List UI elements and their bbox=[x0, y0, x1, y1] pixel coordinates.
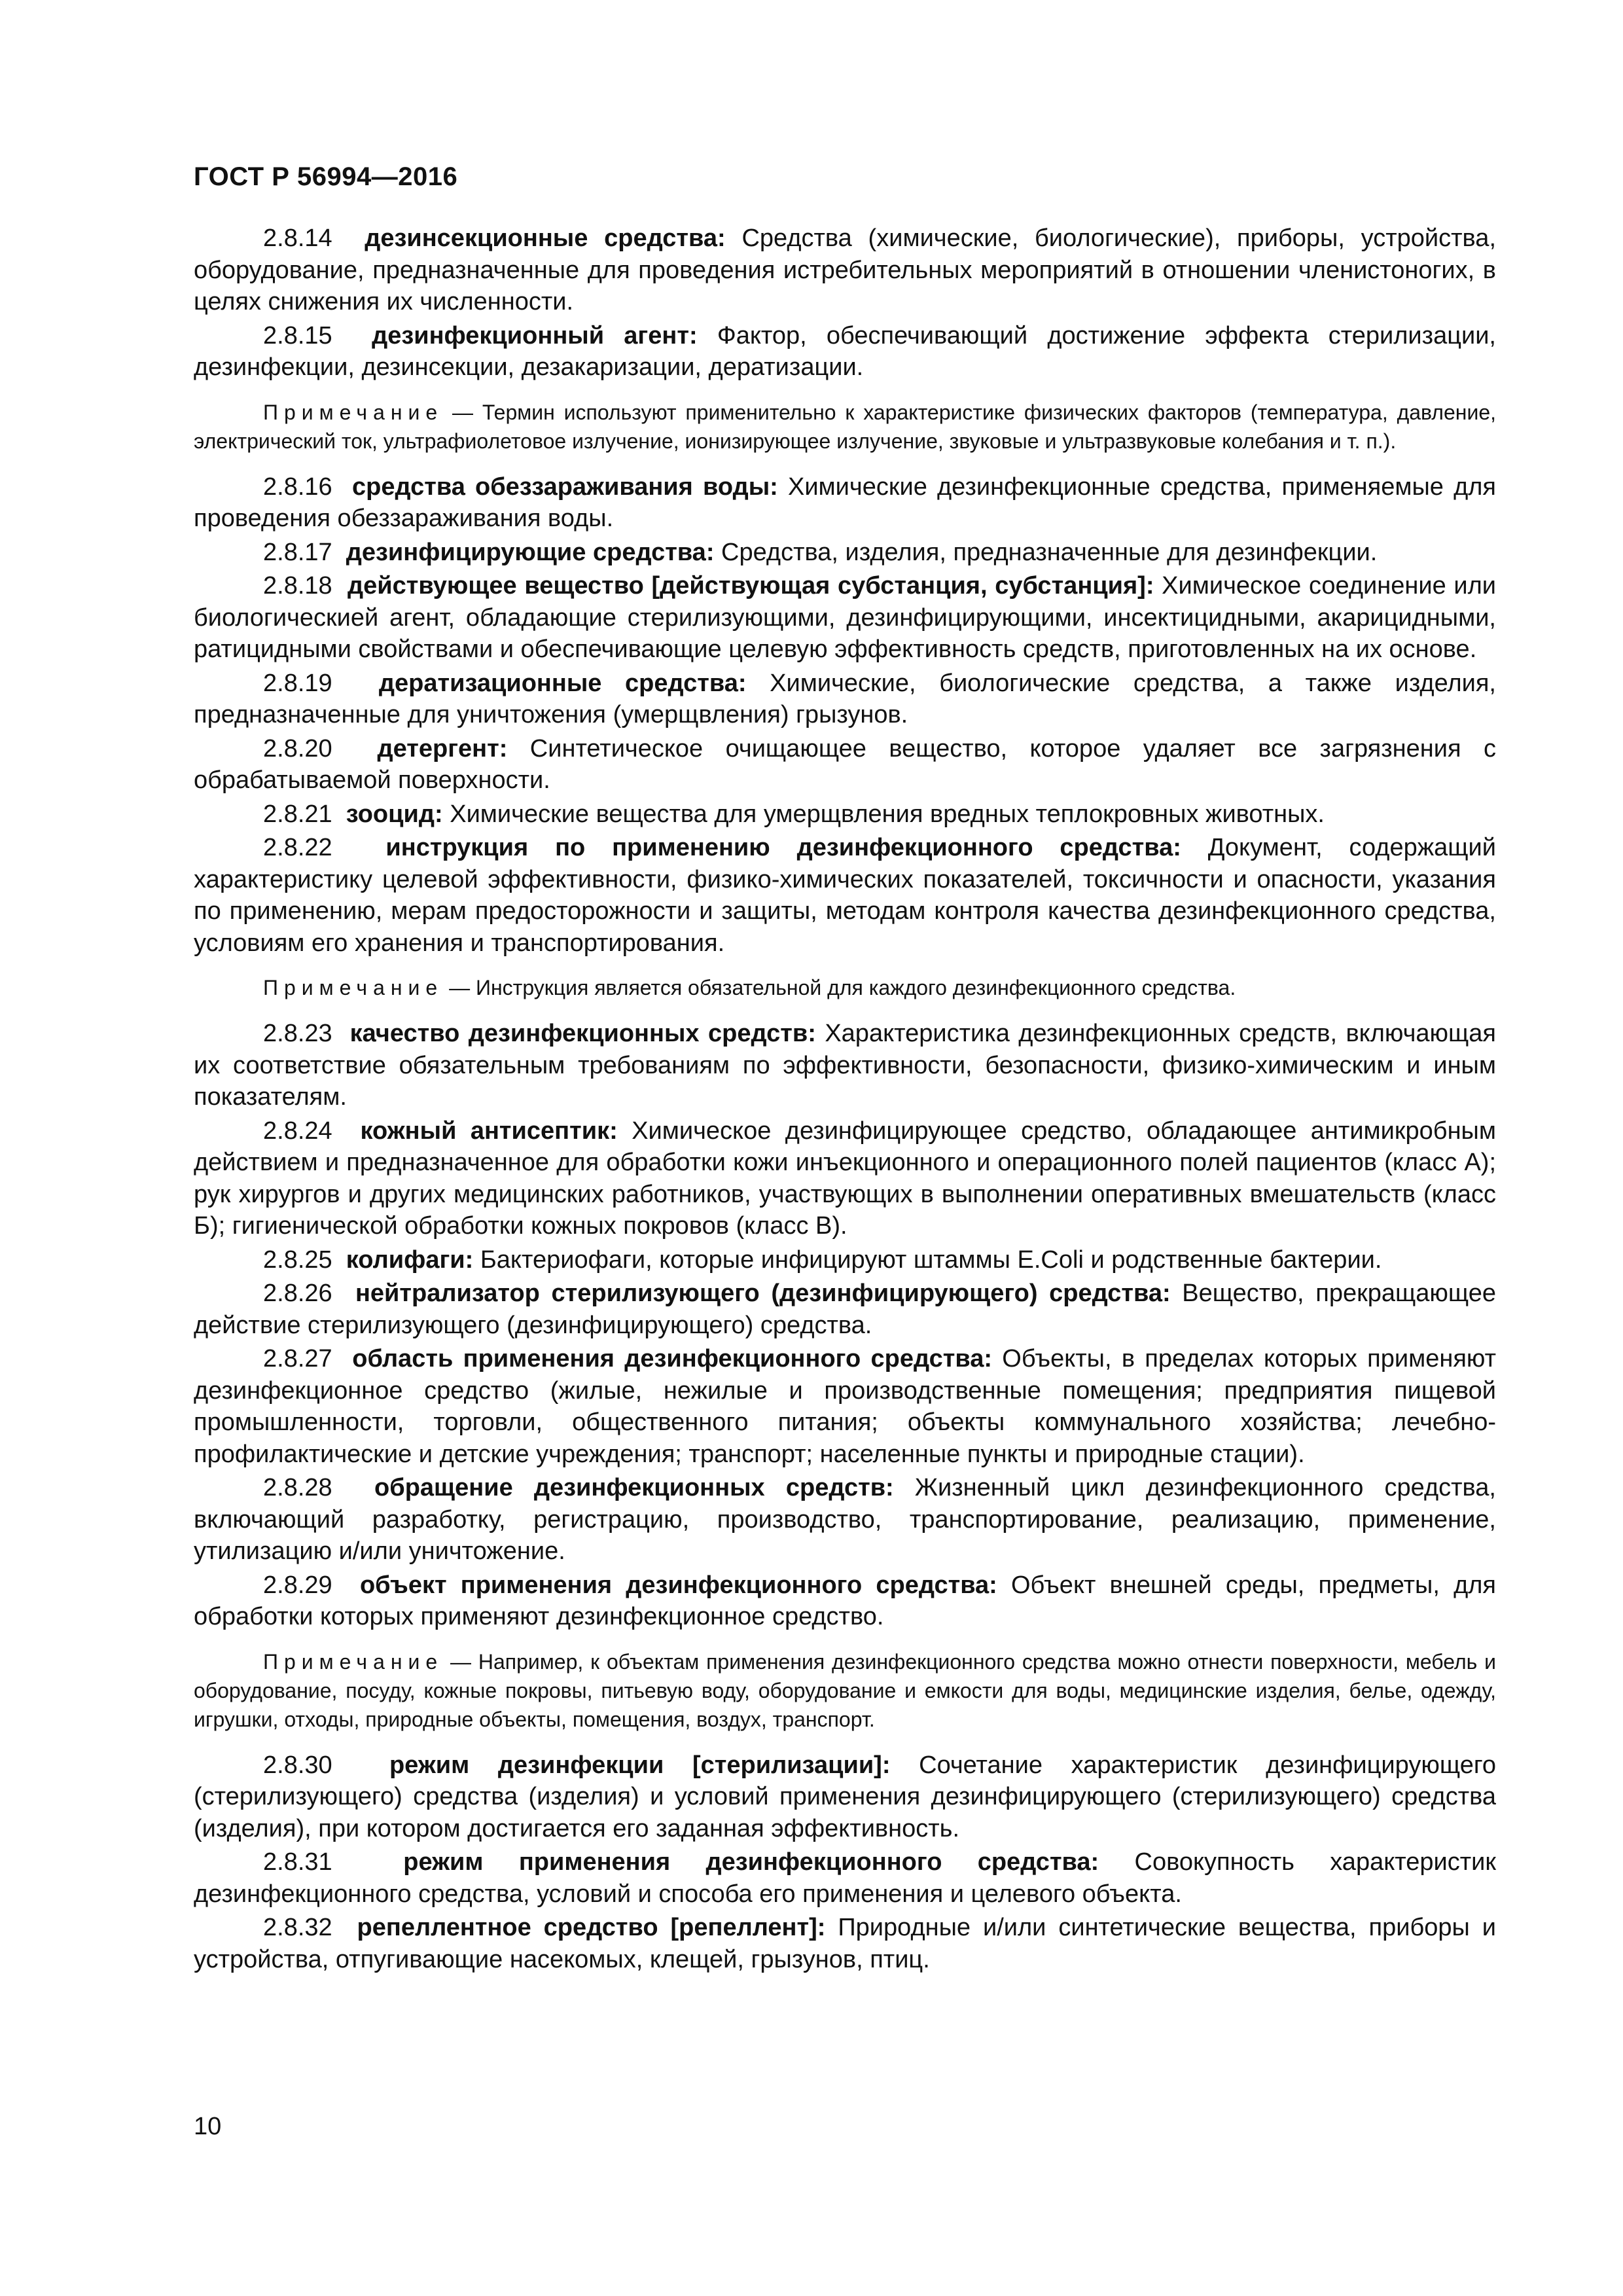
term-entry bbox=[194, 223, 1496, 318]
term-number: 2.8.29 bbox=[263, 1571, 332, 1599]
term-number: 2.8.23 bbox=[263, 1020, 332, 1047]
term-entry bbox=[194, 668, 1496, 731]
term-name: дезинфицирующие средства: bbox=[346, 538, 715, 566]
term-name: дезинсекционные средства: bbox=[365, 224, 726, 252]
term-entry bbox=[194, 1343, 1496, 1470]
term-number: 2.8.25 bbox=[263, 1246, 332, 1274]
term-name: зооцид: bbox=[346, 800, 443, 828]
term-number: 2.8.19 bbox=[263, 669, 332, 697]
term-entry bbox=[194, 832, 1496, 959]
term-definition: Синтетическое очищающее вещество, которое удаляет все загрязнения с обрабатываемой поверхности. bbox=[194, 734, 1496, 794]
term-number: 2.8.15 bbox=[263, 321, 332, 350]
term-entry bbox=[194, 1115, 1496, 1242]
term-name: объект применения дезинфекционного средства: bbox=[359, 1571, 997, 1599]
term-number: 2.8.21 bbox=[263, 800, 332, 828]
term-definition: Жизненный цикл дезинфекционного средства, включающий разработку, регистрацию, производство, транспортирование, реализацию, применение, утилизацию и/или уничтожение. bbox=[194, 1474, 1496, 1565]
term-definition: Объект внешней среды, предметы, для обработки которых применяют дезинфекционное средство. bbox=[194, 1571, 1496, 1630]
note-text: Термин используют применительно к характеристике физических факторов (температура, давление, электрический ток, ультрафиолетовое излучение, ионизирующее излучение, звуковые и ультразвуковые колебания и т. п.). bbox=[194, 400, 1497, 453]
term-entry bbox=[194, 537, 1496, 569]
term-definition: Химическое дезинфицирующее средство, обладающее антимикробным действием и предназначенное для обработки кожи инъекционного и операционного полей пациентов (класс А); рук хирургов и других медицинских работников, участвующих в выполнении оперативных вмешательств (класс Б); гигиенической обработки кожных покровов (класс В). bbox=[194, 1117, 1496, 1240]
term-name: кожный антисептик: bbox=[360, 1117, 618, 1145]
term-entry bbox=[194, 733, 1496, 797]
term-number: 2.8.26 bbox=[263, 1280, 332, 1307]
term-entry bbox=[194, 1749, 1496, 1845]
term-number: 2.8.18 bbox=[263, 572, 332, 600]
term-definition: Совокупность характеристик дезинфекционного средства, условий и способа его применения и целевого объекта. bbox=[194, 1848, 1496, 1908]
note: Примечание — Инструкция является обязательной для каждого дезинфекционного средства. bbox=[263, 976, 1236, 999]
standard-header: ГОСТ Р 56994—2016 bbox=[194, 162, 458, 191]
page-number: 10 bbox=[194, 2113, 222, 2140]
term-entry bbox=[194, 1472, 1496, 1568]
term-number: 2.8.28 bbox=[263, 1474, 332, 1501]
terms-section bbox=[194, 223, 1496, 1977]
term-number: 2.8.14 bbox=[263, 224, 332, 252]
term-number: 2.8.17 bbox=[263, 538, 332, 566]
term-name: обращение дезинфекционных средств: bbox=[374, 1474, 894, 1501]
term-name: дезинфекционный агент: bbox=[372, 321, 698, 350]
term-definition: Химическое соединение или биологическией агент, обладающие стерилизующими, дезинфицирующими, инсектицидными, акарицидными, ратицидными свойствами и обеспечивающие целевую эффективность средств, приготовленных на их основе. bbox=[194, 572, 1496, 663]
term-name: средства обеззараживания воды: bbox=[351, 473, 778, 501]
term-number: 2.8.32 bbox=[263, 1914, 332, 1941]
term-entry bbox=[194, 1846, 1496, 1910]
term-name: колифаги: bbox=[346, 1246, 474, 1274]
term-definition: Бактериофаги, которые инфицируют штаммы E.Coli и родственные бактерии. bbox=[480, 1246, 1382, 1274]
term-name: репеллентное средство [репеллент]: bbox=[357, 1914, 826, 1941]
note: Примечание — Например, к объектам применения дезинфекционного средства можно отнести поверхности, мебель и оборудование, посуду, кожные покровы, питьевую воду, оборудование и емкости для воды, медицинские изделия, белье, одежду, игрушки, отходы, природные объекты, помещения, воздух, транспорт. bbox=[194, 1649, 1497, 1731]
term-definition: Вещество, прекращающее действие стерилизующего (дезинфицирующего) средства. bbox=[194, 1280, 1496, 1339]
term-entry bbox=[194, 1244, 1496, 1276]
term-name: действующее вещество [действующая субстанция, субстанция]: bbox=[347, 572, 1154, 600]
term-entry bbox=[194, 1570, 1496, 1633]
term-name: режим дезинфекции [стерилизации]: bbox=[389, 1751, 891, 1779]
term-name: детергент: bbox=[377, 734, 508, 762]
note-label: Примечание bbox=[263, 976, 444, 999]
term-name: режим применения дезинфекционного средства: bbox=[403, 1848, 1099, 1876]
term-definition: Средства (химические, биологические), приборы, устройства, оборудование, предназначенные для проведения истребительных мероприятий в отношении членистоногих, в целях снижения их численности. bbox=[194, 224, 1496, 315]
term-definition: Документ, содержащий характеристику целевой эффективности, физико-химических показателей, токсичности и опасности, указания по применению, мерам предосторожности и защиты, методам контроля качества дезинфекционного средства, условиям его хранения и транспортирования. bbox=[194, 834, 1496, 957]
term-definition: Фактор, обеспечивающий достижение эффекта стерилизации, дезинфекции, дезинсекции, дезакаризации, дератизации. bbox=[194, 321, 1496, 381]
term-definition: Сочетание характеристик дезинфицирующего (стерилизующего) средства (изделия) и условий применения дезинфицирующего (стерилизующего) средства (изделия), при котором достигается его заданная эффективность. bbox=[194, 1751, 1496, 1842]
note: Примечание — Термин используют применительно к характеристике физических факторов (температура, давление, электрический ток, ультрафиолетовое излучение, ионизирующее излучение, звуковые и ультразвуковые колебания и т. п.). bbox=[194, 400, 1497, 453]
note-text: Инструкция является обязательной для каждого дезинфекционного средства. bbox=[476, 976, 1236, 999]
term-entry bbox=[194, 570, 1496, 666]
term-name: нейтрализатор стерилизующего (дезинфицирующего) средства: bbox=[355, 1280, 1171, 1307]
term-entry bbox=[194, 471, 1496, 535]
term-name: область применения дезинфекционного средства: bbox=[352, 1345, 992, 1372]
note-label: Примечание bbox=[263, 400, 444, 424]
term-entry bbox=[194, 798, 1496, 831]
term-definition: Природные и/или синтетические вещества, приборы и устройства, отпугивающие насекомых, клещей, грызунов, птиц. bbox=[194, 1914, 1496, 1973]
note-text: Например, к объектам применения дезинфекционного средства можно отнести поверхности, мебель и оборудование, посуду, кожные покровы, питьевую воду, оборудование и емкости для воды, медицинские изделия, белье, одежду, игрушки, отходы, природные объекты, помещения, воздух, транспорт. bbox=[194, 1649, 1497, 1731]
term-definition: Объекты, в пределах которых применяют дезинфекционное средство (жилые, нежилые и производственные помещения; предприятия пищевой промышленности, торговли, общественного питания; объекты коммунального хозяйства; лечебно-профилактические и детские учреждения; транспорт; населенные пункты и природные стации). bbox=[194, 1345, 1496, 1468]
term-definition: Химические дезинфекционные средства, применяемые для проведения обеззараживания воды. bbox=[194, 473, 1496, 532]
term-number: 2.8.31 bbox=[263, 1848, 332, 1876]
term-definition: Характеристика дезинфекционных средств, включающая их соответствие обязательным требованиям по эффективности, безопасности, физико-химическим и иным показателям. bbox=[194, 1020, 1496, 1111]
term-number: 2.8.27 bbox=[263, 1345, 332, 1372]
term-definition: Средства, изделия, предназначенные для дезинфекции. bbox=[721, 538, 1378, 566]
term-definition: Химические, биологические средства, а также изделия, предназначенные для уничтожения (умерщвления) грызунов. bbox=[194, 669, 1496, 728]
term-definition: Химические вещества для умерщвления вредных теплокровных животных. bbox=[450, 800, 1325, 828]
term-name: качество дезинфекционных средств: bbox=[349, 1020, 816, 1047]
term-entry bbox=[194, 1278, 1496, 1341]
term-number: 2.8.22 bbox=[263, 834, 332, 861]
note-label: Примечание bbox=[263, 1649, 444, 1674]
term-number: 2.8.30 bbox=[263, 1751, 332, 1779]
term-entry bbox=[194, 1912, 1496, 1975]
term-name: дератизационные средства: bbox=[378, 669, 747, 697]
term-number: 2.8.24 bbox=[263, 1117, 332, 1145]
term-number: 2.8.16 bbox=[263, 473, 332, 501]
term-entry bbox=[194, 320, 1496, 384]
term-number: 2.8.20 bbox=[263, 734, 332, 762]
term-entry bbox=[194, 1018, 1496, 1113]
term-name: инструкция по применению дезинфекционного средства: bbox=[385, 834, 1181, 861]
